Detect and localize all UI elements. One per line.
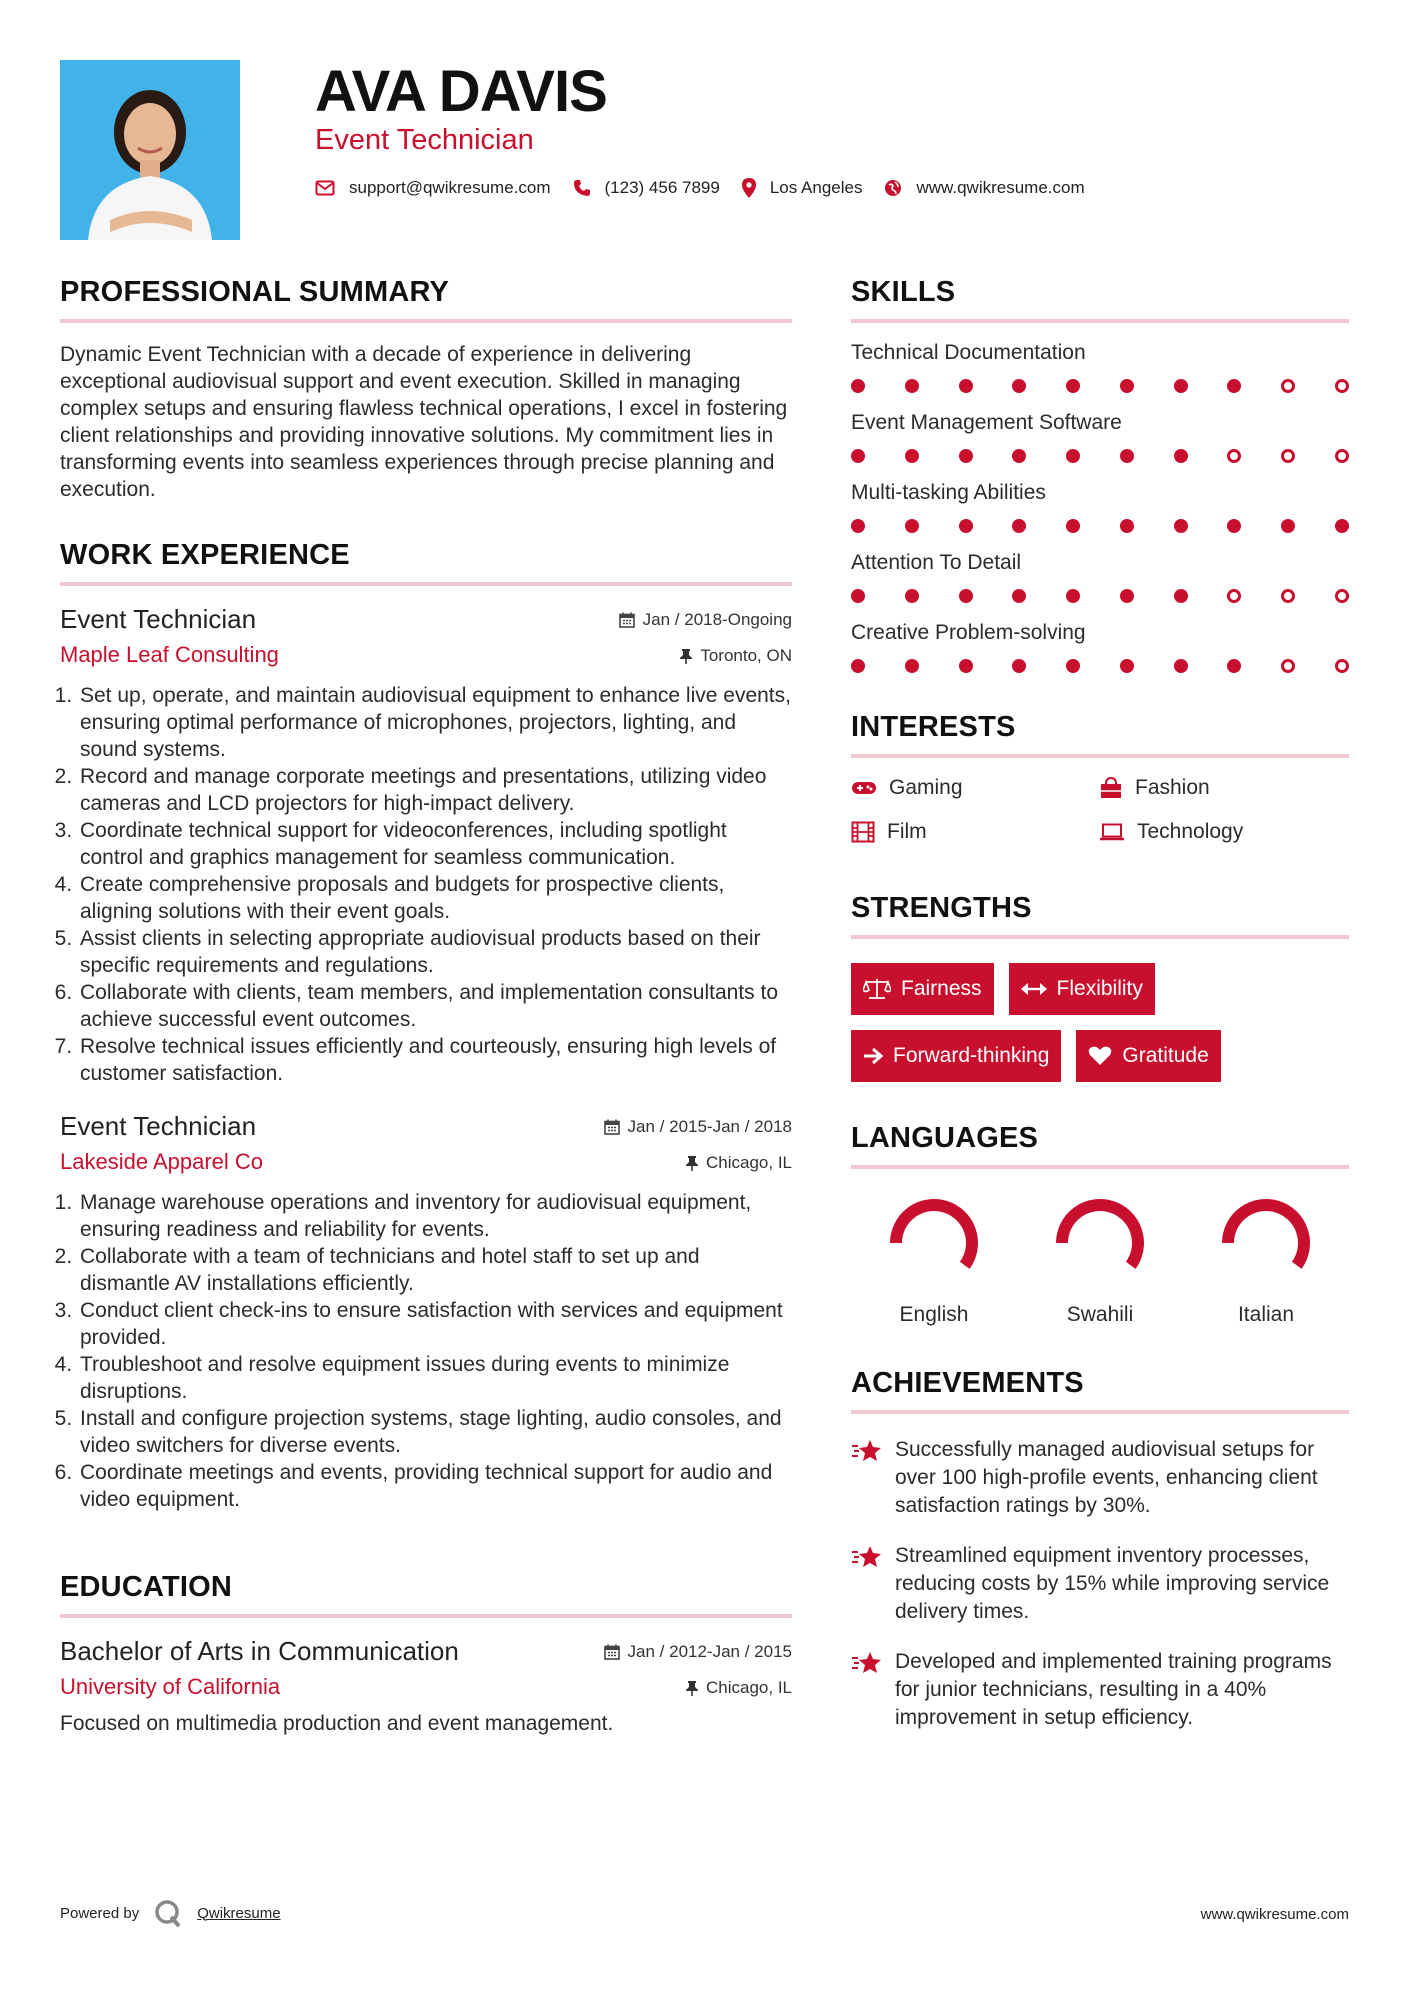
strengths-section [851, 892, 1349, 1082]
job-location-text: Toronto, ON [700, 646, 792, 665]
calendar-icon [619, 612, 635, 628]
job-entry [60, 604, 792, 1087]
duty-item: 7. Resolve technical issues efficiently and courteously, ensuring high levels of customer satisfaction. [78, 1033, 792, 1087]
rating-dot-filled [1174, 659, 1188, 673]
website-text: www.qwikresume.com [916, 178, 1085, 197]
left-column [60, 276, 792, 1736]
rating-dot-filled [905, 379, 919, 393]
duty-item: 4. Troubleshoot and resolve equipment issues during events to minimize disruptions. [78, 1351, 792, 1405]
interest-item [851, 820, 1099, 844]
achievements-list [851, 1436, 1349, 1732]
degree-title: Bachelor of Arts in Communication [60, 1636, 459, 1666]
interest-item [851, 776, 1099, 800]
interest-item [1099, 820, 1349, 844]
language-name: English [899, 1303, 969, 1326]
gamepad-icon [851, 780, 877, 796]
education-date [604, 1642, 792, 1662]
duty-item: 1. Set up, operate, and maintain audiovisual equipment to enhance live events, ensuring optimal performance of microphones, projectors, lighting, and sound systems. [78, 682, 792, 763]
pin-icon [686, 1155, 698, 1171]
education-section [60, 1571, 792, 1736]
qwikresume-link[interactable]: Qwikresume [197, 1904, 281, 1922]
languages-list [851, 1195, 1349, 1327]
rating-dot-filled [851, 519, 865, 533]
rating-dot-filled [1120, 449, 1134, 463]
shooting-star-icon [851, 1650, 883, 1676]
shopping-bag-icon [1099, 777, 1123, 799]
job-company: Maple Leaf Consulting [60, 642, 279, 667]
language-name: Swahili [1066, 1303, 1134, 1326]
balance-scale-icon [863, 978, 891, 1000]
rating-dot-filled [1227, 519, 1241, 533]
language-name: Italian [1237, 1303, 1295, 1326]
contact-website[interactable] [884, 178, 1084, 198]
job-date-text: Jan / 2018-Ongoing [642, 610, 792, 629]
language-level-arc [1228, 1205, 1304, 1265]
skill-rating [851, 589, 1349, 603]
rating-dot-filled [905, 449, 919, 463]
duty-item: 6. Coordinate meetings and events, providing technical support for audio and video equipment. [78, 1459, 792, 1513]
rating-dot-empty [1335, 449, 1349, 463]
profile-photo [60, 60, 240, 240]
job-title: Event Technician [60, 604, 257, 634]
strength-label: Fairness [901, 977, 982, 1000]
job-location [680, 646, 792, 666]
rating-dot-filled [1335, 519, 1349, 533]
contact-phone[interactable] [573, 178, 720, 198]
education-location-text: Chicago, IL [706, 1678, 792, 1697]
rating-dot-empty [1335, 379, 1349, 393]
section-title: EDUCATION [60, 1571, 792, 1618]
rating-dot-filled [1012, 659, 1026, 673]
duty-list [60, 682, 792, 1087]
achievement-text: Streamlined equipment inventory processes, reducing costs by 15% while improving service delivery times. [895, 1544, 1330, 1623]
strength-badge [1009, 963, 1155, 1015]
duty-item: 3. Coordinate technical support for videoconferences, including spotlight control and graphics management for seamless communication. [78, 817, 792, 871]
rating-dot-empty [1281, 589, 1295, 603]
achievement-text: Developed and implemented training programs for junior technicians, resulting in a 40% improvement in setup efficiency. [895, 1650, 1332, 1729]
skill-item [851, 621, 1349, 673]
achievement-item [851, 1648, 1349, 1732]
job-location-text: Chicago, IL [706, 1153, 792, 1172]
rating-dot-filled [1012, 519, 1026, 533]
skills-section [851, 276, 1349, 673]
section-title: SKILLS [851, 276, 1349, 323]
rating-dot-filled [959, 659, 973, 673]
education-location [686, 1678, 792, 1698]
rating-dot-filled [1120, 589, 1134, 603]
job-entry [60, 1111, 792, 1513]
rating-dot-filled [1281, 519, 1295, 533]
skills-list [851, 341, 1349, 673]
strength-badge [851, 963, 994, 1015]
achievements-section [851, 1367, 1349, 1732]
language-level-gauge [886, 1195, 982, 1291]
job-location [686, 1153, 792, 1173]
contact-email[interactable] [315, 178, 551, 198]
candidate-role: Event Technician [315, 124, 534, 156]
job-date [619, 610, 792, 630]
section-title: ACHIEVEMENTS [851, 1367, 1349, 1414]
calendar-icon [604, 1119, 620, 1135]
summary-text: Dynamic Event Technician with a decade of experience in delivering exceptional audiovisual support and event execution. Skilled in managing complex setups and ensuring flawless technical operations, I excel in fostering client relationships and providing innovative solutions. My commitment lies in transforming events into seamless experiences through precise planning and execution. [60, 343, 788, 501]
rating-dot-filled [1120, 379, 1134, 393]
rating-dot-filled [1066, 519, 1080, 533]
achievement-item [851, 1542, 1349, 1626]
contact-location [742, 178, 863, 198]
rating-dot-empty [1281, 379, 1295, 393]
rating-dot-filled [851, 379, 865, 393]
rating-dot-filled [1012, 379, 1026, 393]
arrows-horizontal-icon [1021, 982, 1047, 996]
rating-dot-filled [1174, 449, 1188, 463]
section-title: STRENGTHS [851, 892, 1349, 939]
rating-dot-empty [1335, 589, 1349, 603]
rating-dot-filled [959, 379, 973, 393]
footer-powered-by [60, 1898, 281, 1928]
rating-dot-empty [1227, 449, 1241, 463]
rating-dot-empty [1335, 659, 1349, 673]
skill-name: Multi-tasking Abilities [851, 481, 1046, 504]
section-title: INTERESTS [851, 711, 1349, 758]
globe-icon [884, 179, 902, 197]
section-title: WORK EXPERIENCE [60, 539, 792, 586]
duty-item: 2. Record and manage corporate meetings and presentations, utilizing video cameras and LCD projectors for high-impact delivery. [78, 763, 792, 817]
pin-icon [680, 648, 692, 664]
rating-dot-filled [851, 659, 865, 673]
skill-item [851, 411, 1349, 463]
job-company: Lakeside Apparel Co [60, 1149, 264, 1174]
rating-dot-filled [1066, 379, 1080, 393]
interests-grid [851, 776, 1349, 844]
calendar-icon [604, 1644, 620, 1660]
footer-website[interactable]: www.qwikresume.com [1200, 1906, 1349, 1923]
languages-section [851, 1122, 1349, 1327]
interest-label: Film [887, 820, 927, 843]
rating-dot-filled [1066, 589, 1080, 603]
skill-rating [851, 519, 1349, 533]
skill-item [851, 481, 1349, 533]
language-level-arc [1062, 1205, 1138, 1265]
professional-summary-section [60, 276, 792, 503]
powered-by-text: Powered by [60, 1904, 140, 1922]
rating-dot-filled [1174, 519, 1188, 533]
duty-item: 5. Install and configure projection systems, stage lighting, audio consoles, and video switchers for diverse events. [78, 1405, 792, 1459]
email-text: support@qwikresume.com [349, 178, 551, 197]
skill-item [851, 341, 1349, 393]
strength-label: Forward-thinking [893, 1044, 1050, 1067]
interest-label: Gaming [889, 776, 963, 799]
qwikresume-logo-icon [153, 1898, 183, 1928]
rating-dot-filled [851, 589, 865, 603]
duty-item: 4. Create comprehensive proposals and budgets for prospective clients, aligning solutions with their event goals. [78, 871, 792, 925]
duty-item: 5. Assist clients in selecting appropriate audiovisual products based on their specific requirements and regulations. [78, 925, 792, 979]
interest-item [1099, 776, 1349, 800]
rating-dot-empty [1227, 589, 1241, 603]
rating-dot-filled [1012, 589, 1026, 603]
candidate-name: AVA DAVIS [315, 59, 607, 124]
duty-item: 1. Manage warehouse operations and inventory for audiovisual equipment, ensuring readiness and reliability for events. [78, 1189, 792, 1243]
rating-dot-filled [1227, 379, 1241, 393]
laptop-icon [1099, 823, 1125, 841]
film-icon [851, 821, 875, 843]
job-date-text: Jan / 2015-Jan / 2018 [627, 1117, 792, 1136]
achievement-text: Successfully managed audiovisual setups for over 100 high-profile events, enhancing client satisfaction ratings by 30%. [895, 1438, 1318, 1517]
skill-rating [851, 659, 1349, 673]
shooting-star-icon [851, 1544, 883, 1570]
job-title: Event Technician [60, 1111, 257, 1141]
strength-label: Gratitude [1122, 1044, 1209, 1067]
rating-dot-filled [959, 519, 973, 533]
strength-label: Flexibility [1056, 977, 1143, 1000]
duty-item: 3. Conduct client check-ins to ensure satisfaction with services and equipment provided. [78, 1297, 792, 1351]
work-experience-section [60, 539, 792, 1513]
rating-dot-filled [905, 519, 919, 533]
strength-badge [851, 1030, 1061, 1082]
skill-rating [851, 379, 1349, 393]
strength-badge [1076, 1030, 1220, 1082]
rating-dot-filled [1012, 449, 1026, 463]
rating-dot-filled [959, 589, 973, 603]
rating-dot-filled [905, 589, 919, 603]
language-item [851, 1195, 1017, 1327]
shooting-star-icon [851, 1438, 883, 1464]
language-item [1183, 1195, 1349, 1327]
rating-dot-filled [1227, 659, 1241, 673]
duty-item: 2. Collaborate with a team of technicians and hotel staff to set up and dismantle AV installations efficiently. [78, 1243, 792, 1297]
duty-item: 6. Collaborate with clients, team members, and implementation consultants to achieve successful event outcomes. [78, 979, 792, 1033]
interest-label: Technology [1137, 820, 1244, 843]
education-description: Focused on multimedia production and event management. [60, 1712, 614, 1735]
language-level-arc [896, 1205, 972, 1265]
rating-dot-filled [1066, 659, 1080, 673]
education-date-text: Jan / 2012-Jan / 2015 [627, 1642, 792, 1661]
phone-icon [573, 179, 591, 197]
rating-dot-filled [1066, 449, 1080, 463]
rating-dot-filled [1120, 519, 1134, 533]
phone-text: (123) 456 7899 [604, 178, 720, 197]
skill-name: Event Management Software [851, 411, 1122, 434]
right-column [851, 276, 1349, 1732]
duty-list [60, 1189, 792, 1513]
rating-dot-filled [1120, 659, 1134, 673]
language-item [1017, 1195, 1183, 1327]
contact-bar [315, 178, 1107, 198]
location-text: Los Angeles [769, 178, 863, 197]
skill-rating [851, 449, 1349, 463]
school-name: University of California [60, 1674, 281, 1699]
section-title: PROFESSIONAL SUMMARY [60, 276, 792, 323]
heart-icon [1088, 1046, 1112, 1066]
rating-dot-filled [851, 449, 865, 463]
rating-dot-empty [1281, 659, 1295, 673]
skill-name: Technical Documentation [851, 341, 1086, 364]
rating-dot-empty [1281, 449, 1295, 463]
section-title: LANGUAGES [851, 1122, 1349, 1169]
pin-icon [686, 1680, 698, 1696]
job-date [604, 1117, 792, 1137]
interests-section [851, 711, 1349, 844]
envelope-icon [315, 180, 335, 196]
rating-dot-filled [905, 659, 919, 673]
skill-item [851, 551, 1349, 603]
language-level-gauge [1052, 1195, 1148, 1291]
map-pin-icon [742, 178, 756, 198]
arrow-right-icon [863, 1047, 883, 1065]
rating-dot-filled [959, 449, 973, 463]
skill-name: Attention To Detail [851, 551, 1022, 574]
language-level-gauge [1218, 1195, 1314, 1291]
achievement-item [851, 1436, 1349, 1520]
rating-dot-filled [1174, 589, 1188, 603]
strengths-list [851, 963, 1349, 1082]
interest-label: Fashion [1135, 776, 1210, 799]
rating-dot-filled [1174, 379, 1188, 393]
skill-name: Creative Problem-solving [851, 621, 1086, 644]
